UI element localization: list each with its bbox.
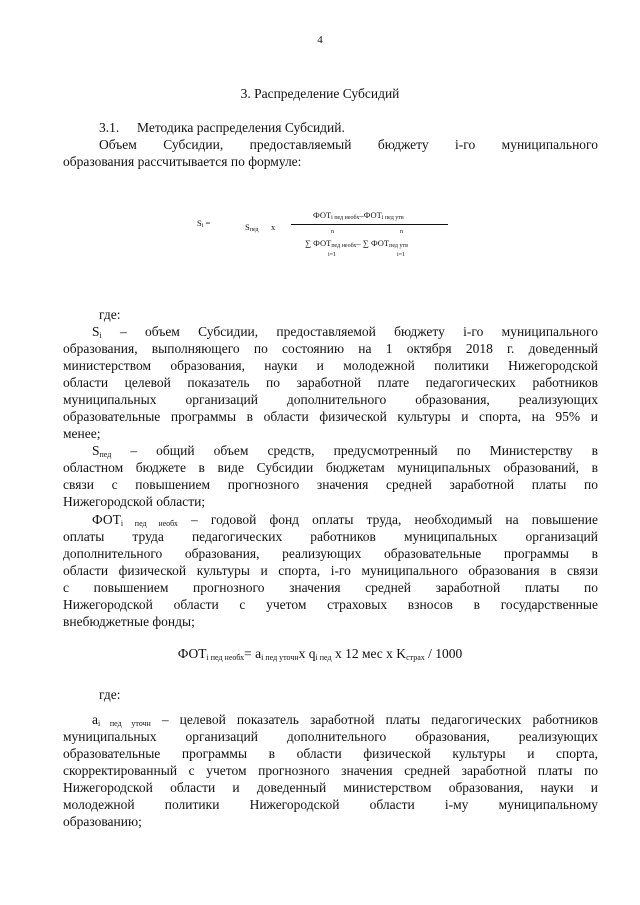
where-label: где:	[99, 687, 121, 702]
formula-numerator: ФОТi пед необх–ФОТi пед утв	[313, 210, 404, 221]
definition-line: муниципальных организаций дополнительного образования, реализующих	[63, 729, 598, 744]
where-label: где:	[99, 307, 121, 322]
definition-line: области целевой показатель по заработной плате педагогических работников	[63, 375, 598, 390]
definition-line: Нижегородской области;	[63, 494, 206, 509]
definition-line: дополнительного образования, реализующих образовательные программы в	[63, 546, 598, 561]
definition-line: образованию;	[63, 814, 142, 829]
sum-upper-limit: n	[331, 229, 334, 235]
definition-line: $S_i$ – объем Субсидии, предоставляемой бюджету i-го муниципального	[92, 324, 598, 340]
fot-formula: ФОТi пед необх= ai пед уточнx qi пед x 12 мес x Kстрах / 1000	[177, 646, 463, 662]
definition-line: муниципальных организаций дополнительного образования, реализующих	[63, 392, 598, 407]
definition-line: внебюджетные фонды;	[63, 614, 195, 629]
definition-line: с повышением прогнозного значения средней заработной платы по	[63, 580, 598, 595]
definition-line: $S_{пед}$ – общий объем средств, предусмотренный по Министерству в	[92, 443, 598, 459]
subsection-number: 3.1.	[99, 120, 120, 135]
sum-lower-limit: i=1	[328, 252, 337, 258]
definition-line: Нижегородской области с учетом страховых взносов в государственные	[63, 597, 598, 612]
formula-factor: Sпед	[245, 222, 259, 233]
definition-line: скорректированный с учетом прогнозного значения средней заработной платы по	[63, 763, 598, 778]
definition-line: оплаты труда педагогических работников муниципальных организаций	[63, 529, 598, 544]
definition-line: молодежной политики Нижегородской области i-му муниципальному	[63, 797, 598, 812]
formula-denominator: ∑ ФОТпед необх– ∑ ФОТпед утв	[305, 238, 408, 249]
formula-times: x	[271, 222, 276, 232]
page-number: 4	[317, 34, 323, 46]
subsection-title: Методика распределения Субсидий.	[137, 120, 345, 135]
intro-line: Объем Субсидии, предоставляемый бюджету i-го муниципального	[99, 137, 598, 152]
formula-lhs: Si =	[197, 218, 211, 229]
definition-line: Нижегородской области и доведенный министерством образования, науки и	[63, 780, 598, 795]
definition-line: связи с повышением прогнозного значения средней заработной платы по	[63, 477, 598, 492]
definition-line: $a_{i пед уточн}$ – целевой показатель заработной платы педагогических работников	[92, 712, 598, 728]
sum-upper-limit: n	[400, 229, 403, 235]
definition-line: области физической культуры и спорта, i-го муниципального образования в связи	[63, 563, 598, 578]
fraction-bar	[291, 224, 448, 225]
intro-line: образования рассчитывается по формуле:	[63, 154, 302, 169]
sum-lower-limit: i=1	[397, 252, 406, 258]
definition-line: областном бюджете в виде Субсидии бюджетам муниципальных образований, в	[63, 460, 598, 475]
definition-line: образовательные программы в области физической культуры и спорта, на 95% и	[63, 409, 598, 424]
definition-line: $ФОТ_{i пед необх}$ – годовой фонд оплаты труда, необходимый на повышение	[92, 512, 598, 528]
definition-line: образовательные программы в области физической культуры и спорта,	[63, 746, 598, 761]
section-heading: 3. Распределение Субсидий	[240, 86, 400, 101]
definition-line: образования, выполняющего по состоянию на 1 октября 2018 г. доведенный	[63, 341, 598, 356]
definition-line: менее;	[63, 426, 101, 441]
definition-line: министерством образования, науки и молодежной политики Нижегородской	[63, 358, 598, 373]
